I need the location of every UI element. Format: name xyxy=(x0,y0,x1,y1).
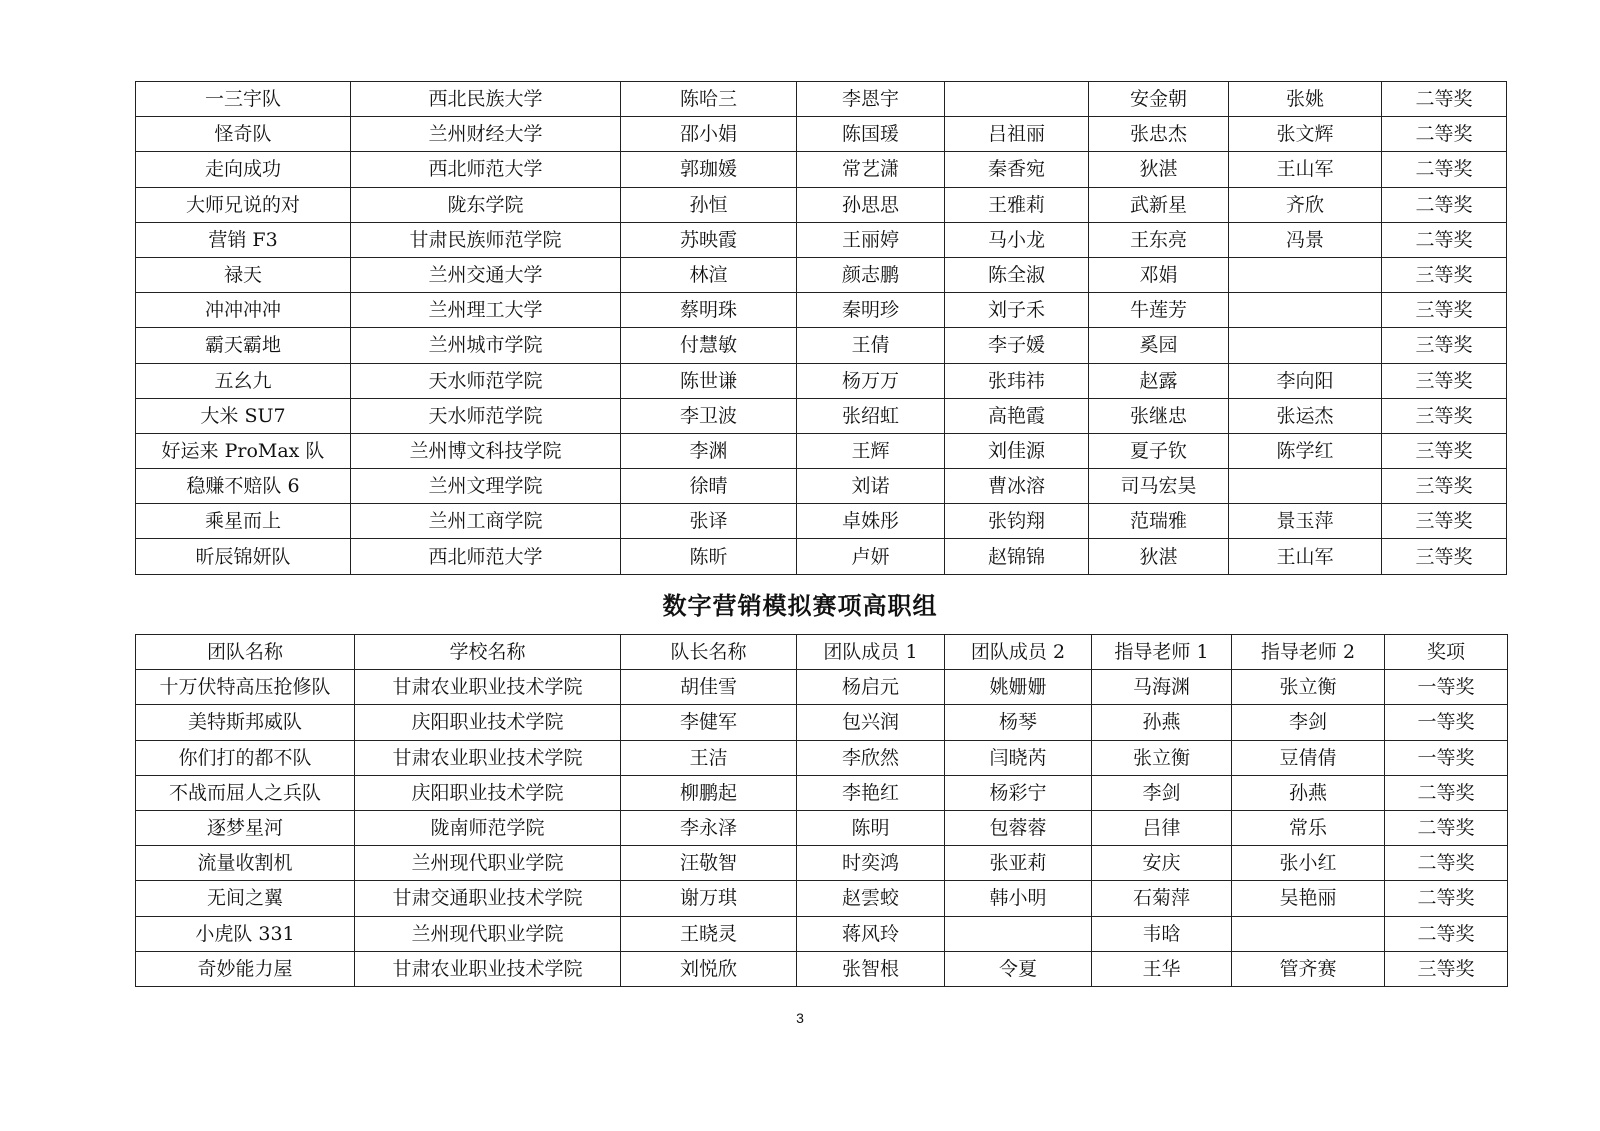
table-row xyxy=(136,328,1507,363)
header-cell: 学校名称 xyxy=(355,635,621,670)
table-cell: 范瑞雅 xyxy=(1089,504,1229,539)
table-cell: 陈世谦 xyxy=(621,363,797,398)
table-cell xyxy=(1232,916,1385,951)
table-cell: 兰州工商学院 xyxy=(351,504,621,539)
table-row xyxy=(136,705,1508,740)
table-cell: 王丽婷 xyxy=(797,222,945,257)
table-cell: 一三宇队 xyxy=(136,82,351,117)
header-cell: 指导老师 2 xyxy=(1232,635,1385,670)
header-row xyxy=(136,635,1508,670)
header-cell: 团队名称 xyxy=(136,635,355,670)
table-cell: 张忠杰 xyxy=(1089,117,1229,152)
table-cell: 兰州城市学院 xyxy=(351,328,621,363)
table-row xyxy=(136,810,1508,845)
page-number: 3 xyxy=(796,1010,804,1026)
table-cell: 景玉萍 xyxy=(1229,504,1382,539)
table-cell: 高艳霞 xyxy=(945,398,1089,433)
table-cell: 营销 F3 xyxy=(136,222,351,257)
table-row xyxy=(136,539,1507,574)
table-cell: 包蓉蓉 xyxy=(945,810,1092,845)
table-cell: 小虎队 331 xyxy=(136,916,355,951)
table-row xyxy=(136,846,1508,881)
table-cell: 一等奖 xyxy=(1385,670,1508,705)
table-cell: 李剑 xyxy=(1232,705,1385,740)
table-cell: 西北师范大学 xyxy=(351,539,621,574)
table-cell: 二等奖 xyxy=(1382,152,1507,187)
table-cell: 常乐 xyxy=(1232,810,1385,845)
table-cell: 奚园 xyxy=(1089,328,1229,363)
table-cell: 李剑 xyxy=(1092,775,1232,810)
table-cell: 兰州博文科技学院 xyxy=(351,433,621,468)
table-cell: 无间之翼 xyxy=(136,881,355,916)
table-cell: 张玮祎 xyxy=(945,363,1089,398)
table-cell: 王东亮 xyxy=(1089,222,1229,257)
table-cell: 王洁 xyxy=(621,740,797,775)
table-cell: 稳赚不赔队 6 xyxy=(136,469,351,504)
table-cell: 吕祖丽 xyxy=(945,117,1089,152)
table-cell: 安金朝 xyxy=(1089,82,1229,117)
table-cell: 郭珈媛 xyxy=(621,152,797,187)
table-cell: 李卫波 xyxy=(621,398,797,433)
table-cell: 甘肃民族师范学院 xyxy=(351,222,621,257)
table-cell: 三等奖 xyxy=(1382,539,1507,574)
table-cell: 王晓灵 xyxy=(621,916,797,951)
table-row xyxy=(136,257,1507,292)
table-cell: 王山军 xyxy=(1229,152,1382,187)
table-cell: 常艺潇 xyxy=(797,152,945,187)
table-cell: 汪敬智 xyxy=(621,846,797,881)
table-cell: 陈昕 xyxy=(621,539,797,574)
table-cell: 兰州现代职业学院 xyxy=(355,846,621,881)
table-cell: 司马宏昊 xyxy=(1089,469,1229,504)
table-cell: 赵雲蛟 xyxy=(797,881,945,916)
table-cell: 武新星 xyxy=(1089,187,1229,222)
table-cell: 杨启元 xyxy=(797,670,945,705)
table-cell: 王华 xyxy=(1092,951,1232,986)
table-cell: 二等奖 xyxy=(1385,775,1508,810)
table-cell: 大米 SU7 xyxy=(136,398,351,433)
table-row xyxy=(136,504,1507,539)
header-cell: 队长名称 xyxy=(621,635,797,670)
table-row xyxy=(136,670,1508,705)
table-cell: 二等奖 xyxy=(1382,222,1507,257)
table-cell: 三等奖 xyxy=(1382,398,1507,433)
table-cell: 令夏 xyxy=(945,951,1092,986)
table-cell: 乘星而上 xyxy=(136,504,351,539)
table-cell: 一等奖 xyxy=(1385,740,1508,775)
table-cell: 三等奖 xyxy=(1382,293,1507,328)
table-cell: 张立衡 xyxy=(1092,740,1232,775)
table-cell: 逐梦星河 xyxy=(136,810,355,845)
table-cell: 赵锦锦 xyxy=(945,539,1089,574)
table-cell: 吕律 xyxy=(1092,810,1232,845)
table-cell: 李健军 xyxy=(621,705,797,740)
table-row xyxy=(136,775,1508,810)
table-cell: 兰州现代职业学院 xyxy=(355,916,621,951)
table-cell: 张小红 xyxy=(1232,846,1385,881)
table-cell: 卓姝彤 xyxy=(797,504,945,539)
table-cell: 包兴润 xyxy=(797,705,945,740)
table-cell: 徐晴 xyxy=(621,469,797,504)
table-cell: 张绍虹 xyxy=(797,398,945,433)
table-cell: 孙思思 xyxy=(797,187,945,222)
table-cell: 吴艳丽 xyxy=(1232,881,1385,916)
table-cell: 庆阳职业技术学院 xyxy=(355,705,621,740)
award-table-top xyxy=(135,81,1507,575)
table-cell: 走向成功 xyxy=(136,152,351,187)
table-row xyxy=(136,469,1507,504)
table-cell: 张亚莉 xyxy=(945,846,1092,881)
table-row xyxy=(136,117,1507,152)
table-cell: 邵小娟 xyxy=(621,117,797,152)
table-cell: 不战而屈人之兵队 xyxy=(136,775,355,810)
table-cell: 刘悦欣 xyxy=(621,951,797,986)
table-cell: 时奕鸿 xyxy=(797,846,945,881)
table-row xyxy=(136,433,1507,468)
table-cell: 冲冲冲冲 xyxy=(136,293,351,328)
table-cell: 陇南师范学院 xyxy=(355,810,621,845)
table-cell: 张钧翔 xyxy=(945,504,1089,539)
table-cell: 王山军 xyxy=(1229,539,1382,574)
table-cell: 兰州交通大学 xyxy=(351,257,621,292)
table-cell: 二等奖 xyxy=(1382,82,1507,117)
table-cell: 昕辰锦妍队 xyxy=(136,539,351,574)
table-cell: 西北民族大学 xyxy=(351,82,621,117)
table-cell: 赵露 xyxy=(1089,363,1229,398)
table-cell: 三等奖 xyxy=(1382,363,1507,398)
table-cell: 张立衡 xyxy=(1232,670,1385,705)
table-cell: 付慧敏 xyxy=(621,328,797,363)
table-cell: 怪奇队 xyxy=(136,117,351,152)
table-cell: 秦明珍 xyxy=(797,293,945,328)
table-cell: 天水师范学院 xyxy=(351,363,621,398)
table-row xyxy=(136,916,1508,951)
table-cell: 二等奖 xyxy=(1385,916,1508,951)
table-cell: 禄天 xyxy=(136,257,351,292)
table-row xyxy=(136,152,1507,187)
table-cell: 蔡明珠 xyxy=(621,293,797,328)
table-cell: 李艳红 xyxy=(797,775,945,810)
table-cell: 曹冰溶 xyxy=(945,469,1089,504)
table-cell: 李永泽 xyxy=(621,810,797,845)
table-cell: 陈国瑗 xyxy=(797,117,945,152)
table-cell: 霸天霸地 xyxy=(136,328,351,363)
table-cell: 张智根 xyxy=(797,951,945,986)
table-cell: 三等奖 xyxy=(1382,504,1507,539)
table-cell: 二等奖 xyxy=(1385,881,1508,916)
table-cell: 齐欣 xyxy=(1229,187,1382,222)
table-cell: 王倩 xyxy=(797,328,945,363)
table-cell: 牛莲芳 xyxy=(1089,293,1229,328)
table-cell: 孙燕 xyxy=(1232,775,1385,810)
table-cell: 刘佳源 xyxy=(945,433,1089,468)
table-cell: 陈全淑 xyxy=(945,257,1089,292)
table-cell: 马小龙 xyxy=(945,222,1089,257)
table-cell: 豆倩倩 xyxy=(1232,740,1385,775)
table-cell: 流量收割机 xyxy=(136,846,355,881)
table-cell: 狄湛 xyxy=(1089,152,1229,187)
table-cell: 陈学红 xyxy=(1229,433,1382,468)
table-cell: 卢妍 xyxy=(797,539,945,574)
table-cell: 大师兄说的对 xyxy=(136,187,351,222)
section-title: 数字营销模拟赛项高职组 xyxy=(662,592,938,620)
table-cell xyxy=(945,82,1089,117)
table-cell: 林渲 xyxy=(621,257,797,292)
award-table-bottom xyxy=(135,634,1508,987)
table-cell: 张继忠 xyxy=(1089,398,1229,433)
table-cell: 张运杰 xyxy=(1229,398,1382,433)
table-cell xyxy=(1229,328,1382,363)
table-row xyxy=(136,187,1507,222)
table-cell: 孙恒 xyxy=(621,187,797,222)
table-cell: 陈哈三 xyxy=(621,82,797,117)
table-row xyxy=(136,740,1508,775)
table-cell: 庆阳职业技术学院 xyxy=(355,775,621,810)
table-cell: 杨彩宁 xyxy=(945,775,1092,810)
table-cell: 管齐赛 xyxy=(1232,951,1385,986)
table-row xyxy=(136,881,1508,916)
table-cell: 二等奖 xyxy=(1382,117,1507,152)
table-cell: 兰州理工大学 xyxy=(351,293,621,328)
table-cell: 西北师范大学 xyxy=(351,152,621,187)
table-cell: 甘肃农业职业技术学院 xyxy=(355,740,621,775)
table-row xyxy=(136,222,1507,257)
table-cell: 二等奖 xyxy=(1382,187,1507,222)
header-cell: 奖项 xyxy=(1385,635,1508,670)
table-cell xyxy=(945,916,1092,951)
table-cell: 甘肃农业职业技术学院 xyxy=(355,951,621,986)
table-cell: 甘肃交通职业技术学院 xyxy=(355,881,621,916)
table-cell: 刘子禾 xyxy=(945,293,1089,328)
table-cell: 王雅莉 xyxy=(945,187,1089,222)
table-cell: 三等奖 xyxy=(1382,469,1507,504)
table-cell: 三等奖 xyxy=(1382,328,1507,363)
table-cell: 甘肃农业职业技术学院 xyxy=(355,670,621,705)
table-cell: 谢万琪 xyxy=(621,881,797,916)
table-cell: 张译 xyxy=(621,504,797,539)
table-cell xyxy=(1229,257,1382,292)
table-row xyxy=(136,398,1507,433)
header-cell: 团队成员 2 xyxy=(945,635,1092,670)
table-row xyxy=(136,363,1507,398)
table-cell: 邓娟 xyxy=(1089,257,1229,292)
table-cell: 天水师范学院 xyxy=(351,398,621,433)
table-cell: 韦晗 xyxy=(1092,916,1232,951)
table-cell: 兰州文理学院 xyxy=(351,469,621,504)
table-cell: 颜志鹏 xyxy=(797,257,945,292)
table-cell: 张文辉 xyxy=(1229,117,1382,152)
table-cell: 姚姗姗 xyxy=(945,670,1092,705)
table-cell: 李渊 xyxy=(621,433,797,468)
table-cell: 孙燕 xyxy=(1092,705,1232,740)
table-cell: 三等奖 xyxy=(1382,433,1507,468)
table-cell: 刘诺 xyxy=(797,469,945,504)
table-row xyxy=(136,951,1508,986)
table-cell: 陇东学院 xyxy=(351,187,621,222)
table-cell: 一等奖 xyxy=(1385,705,1508,740)
table-cell: 美特斯邦威队 xyxy=(136,705,355,740)
table-cell: 马海渊 xyxy=(1092,670,1232,705)
table-cell: 夏子钦 xyxy=(1089,433,1229,468)
table-cell: 韩小明 xyxy=(945,881,1092,916)
table-cell: 二等奖 xyxy=(1385,846,1508,881)
table-row xyxy=(136,293,1507,328)
table-cell: 胡佳雪 xyxy=(621,670,797,705)
table-cell: 闫晓芮 xyxy=(945,740,1092,775)
table-cell: 冯景 xyxy=(1229,222,1382,257)
table-row xyxy=(136,82,1507,117)
table-cell: 五幺九 xyxy=(136,363,351,398)
header-cell: 团队成员 1 xyxy=(797,635,945,670)
table-cell: 好运来 ProMax 队 xyxy=(136,433,351,468)
table-cell: 奇妙能力屋 xyxy=(136,951,355,986)
table-cell: 李向阳 xyxy=(1229,363,1382,398)
table-cell: 张姚 xyxy=(1229,82,1382,117)
table-cell: 你们打的都不队 xyxy=(136,740,355,775)
table-cell: 蒋风玲 xyxy=(797,916,945,951)
table-cell: 十万伏特高压抢修队 xyxy=(136,670,355,705)
header-cell: 指导老师 1 xyxy=(1092,635,1232,670)
table-cell: 柳鹏起 xyxy=(621,775,797,810)
table-cell: 安庆 xyxy=(1092,846,1232,881)
table-cell: 杨琴 xyxy=(945,705,1092,740)
table-cell: 陈明 xyxy=(797,810,945,845)
table-cell: 王辉 xyxy=(797,433,945,468)
table-cell: 李子媛 xyxy=(945,328,1089,363)
table-cell: 秦香宛 xyxy=(945,152,1089,187)
table-cell: 二等奖 xyxy=(1385,810,1508,845)
table-cell: 李欣然 xyxy=(797,740,945,775)
table-cell: 兰州财经大学 xyxy=(351,117,621,152)
table-cell: 李恩宇 xyxy=(797,82,945,117)
table-cell: 杨万万 xyxy=(797,363,945,398)
table-cell: 三等奖 xyxy=(1385,951,1508,986)
table-cell: 苏映霞 xyxy=(621,222,797,257)
table-cell: 三等奖 xyxy=(1382,257,1507,292)
table-cell xyxy=(1229,469,1382,504)
table-cell xyxy=(1229,293,1382,328)
table-cell: 石菊萍 xyxy=(1092,881,1232,916)
table-cell: 狄湛 xyxy=(1089,539,1229,574)
